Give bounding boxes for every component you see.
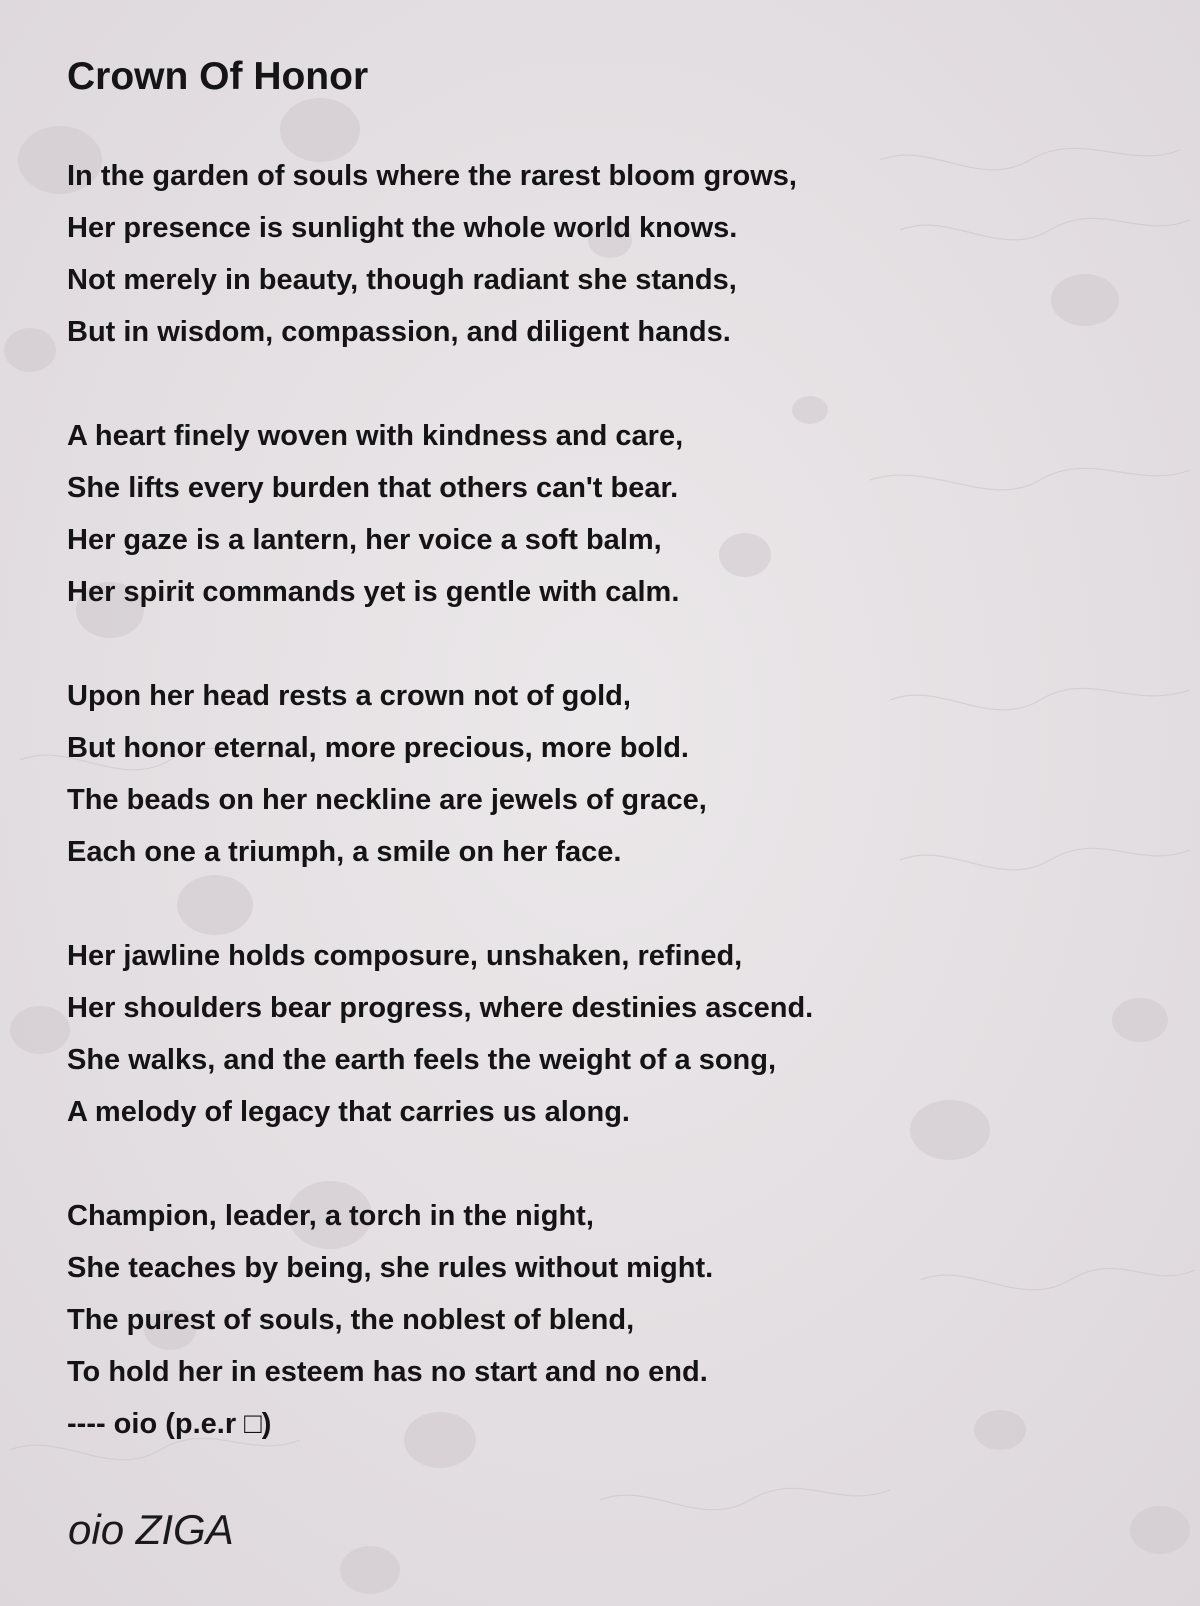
poem-line: To hold her in esteem has no start and no end. [67, 1356, 708, 1388]
poem-line: She lifts every burden that others can't bear. [67, 472, 679, 504]
poem-line: The purest of souls, the noblest of blend, [67, 1304, 635, 1336]
poem-line: She teaches by being, she rules without might. [67, 1252, 714, 1284]
poem-title: Crown Of Honor [67, 55, 369, 98]
poem-line: A melody of legacy that carries us along. [67, 1096, 630, 1128]
poem-line: Her spirit commands yet is gentle with calm. [67, 576, 680, 608]
stanza-break [67, 1138, 1147, 1190]
poem-line: But in wisdom, compassion, and diligent hands. [67, 316, 731, 348]
poem-line: Not merely in beauty, though radiant she stands, [67, 264, 737, 296]
stanza-break [67, 358, 1147, 410]
poem-line: Champion, leader, a torch in the night, [67, 1200, 594, 1232]
poem-line: The beads on her neckline are jewels of grace, [67, 784, 707, 816]
poem-line: Her shoulders bear progress, where destinies ascend. [67, 992, 814, 1024]
poem-line: Each one a triumph, a smile on her face. [67, 836, 622, 868]
poem-signature: ---- oio (p.e.r □) [67, 1408, 272, 1440]
poem-line: Her gaze is a lantern, her voice a soft balm, [67, 524, 662, 556]
author-name: oio ZIGA [68, 1506, 234, 1553]
poem-line: But honor eternal, more precious, more bold. [67, 732, 689, 764]
stanza-break [67, 618, 1147, 670]
poem-line: Upon her head rests a crown not of gold, [67, 680, 631, 712]
poem-line: Her jawline holds composure, unshaken, refined, [67, 940, 743, 972]
poem-line: Her presence is sunlight the whole world knows. [67, 212, 738, 244]
poem-line: A heart finely woven with kindness and care, [67, 420, 684, 452]
poem-line: In the garden of souls where the rarest bloom grows, [67, 160, 797, 192]
poem-line: She walks, and the earth feels the weight of a song, [67, 1044, 777, 1076]
poem-body [67, 150, 1147, 1450]
stanza-break [67, 878, 1147, 930]
